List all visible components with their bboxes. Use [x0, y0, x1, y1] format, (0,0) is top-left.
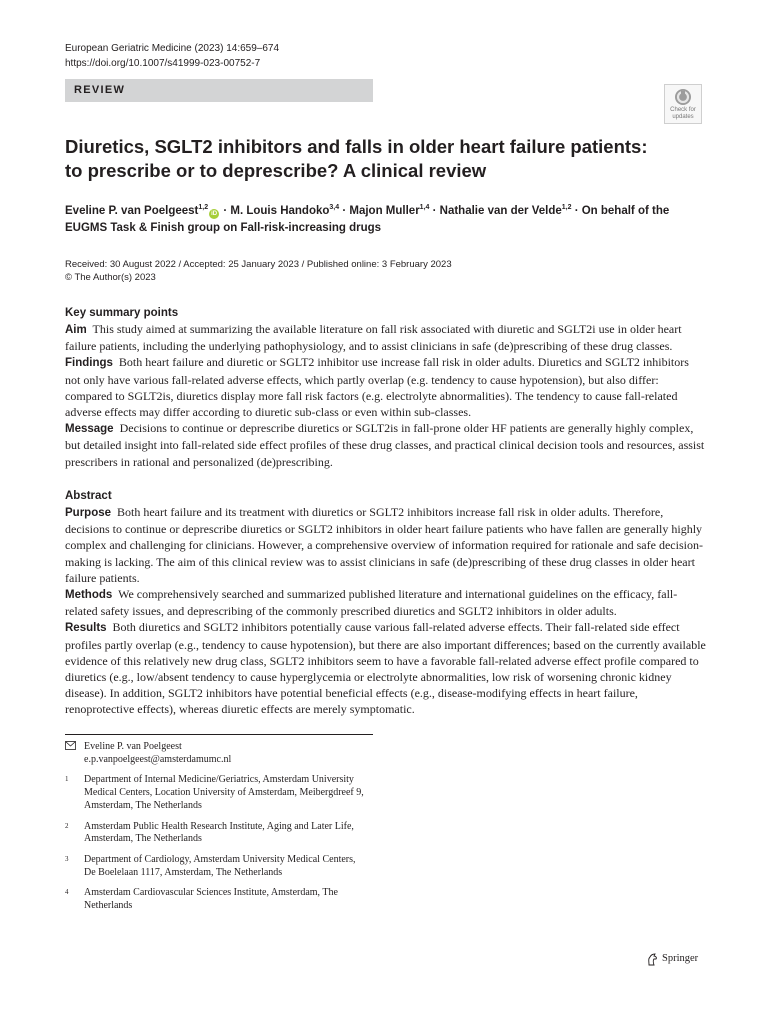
section-heading: Key summary points	[65, 307, 179, 319]
summary-aim	[65, 321, 707, 354]
summary-label: Findings	[65, 357, 113, 370]
affiliation-text: Amsterdam Cardiovascular Sciences Institute, Amsterdam, The Netherlands	[84, 887, 338, 912]
footnote-divider	[65, 734, 373, 735]
authors-suffix: · On behalf of the	[574, 205, 670, 217]
summary-text: This study aimed at summarizing the available literature on fall risk associated with diuretic and SGLT2i use in older heart failure patients, including the underlying pathophysiology, and to assist clinicians in safe (de)prescribing of these drug classes.	[65, 322, 682, 354]
abstract-results	[65, 619, 707, 717]
author-name[interactable]: Eveline P. van Poelgeest	[65, 205, 199, 217]
affiliation-number: 4	[65, 888, 69, 897]
author-name[interactable]: Nathalie van der Velde	[439, 205, 562, 217]
abstract-text: We comprehensively searched and summarized published literature and international guidelines on the efficacy, fall-related safety issues, and deprescribing of the commonly prescribed diuretics and SGLT2 inhibitors in older adults.	[65, 587, 678, 619]
abstract-text: Both heart failure and its treatment with diuretics or SGLT2 inhibitors increase fall risk in older adults. Therefore, decisions to continue or deprescribe diuretics or SGLT2 inhibitors in older heart failure patients who have fallen are generally highly complex and challenging for clinicians. However, a comprehensive overview of information required for rationale and safe decision-making is lacking. The aim of this clinical review was to assist clinicians in safe (de)prescribing of these drug classes in older heart failure patients.	[65, 505, 703, 585]
springer-horse-icon	[646, 953, 658, 966]
summary-label: Aim	[65, 324, 87, 336]
publisher-logo	[646, 952, 698, 966]
crossmark-text-2: updates	[672, 114, 694, 120]
crossmark-text-1: Check for	[670, 107, 696, 113]
affiliation-text: Amsterdam Public Health Research Institute, Aging and Later Life, Amsterdam, The Netherlands	[84, 820, 354, 845]
affiliation-number: 1	[65, 775, 69, 784]
author-affiliation-ref: 1,2	[198, 204, 209, 212]
abstract-label: Methods	[65, 589, 113, 602]
corresponding-name: Eveline P. van Poelgeest	[84, 741, 182, 752]
article-title	[65, 135, 705, 183]
author-list: Eveline P. van Poelgeest$^{1,2}$iD · M. Louis Handoko$^{3,4}$ · Majon Muller$^{1,4}$ · Nathalie van der Velde$^{1,2}$ · On behalf of the EUGMS Task & Finish group on Fall-risk-increasing drugs	[65, 203, 705, 237]
author-name[interactable]: Majon Muller	[349, 205, 420, 217]
journal-header	[65, 41, 279, 71]
author-affiliation-ref: 1,4	[419, 204, 430, 212]
publication-dates	[65, 258, 452, 284]
summary-findings	[65, 354, 707, 420]
abstract	[65, 490, 707, 718]
orcid-icon[interactable]: iD	[211, 211, 218, 217]
summary-text: Decisions to continue or deprescribe diuretics or SGLT2is in fall-prone older HF patients are generally highly complex, but detailed insight into fall-related side effect profiles of these drug classes, and practical clinical decision tools and resources, assist prescribers in rational and personalized (de)prescribing.	[65, 421, 705, 469]
title-line-1: Diuretics, SGLT2 inhibitors and falls in older heart failure patients:	[65, 136, 648, 157]
author-affiliation-ref: 1,2	[561, 204, 572, 212]
author-name[interactable]: M. Louis Handoko	[230, 205, 330, 217]
key-summary-points	[65, 307, 707, 470]
author-group: EUGMS Task & Finish group on Fall-risk-increasing drugs	[65, 222, 382, 234]
corresponding-author	[65, 741, 365, 766]
doi-link[interactable]: https://doi.org/10.1007/s41999-023-00752-7	[65, 58, 261, 69]
section-heading: Abstract	[65, 490, 112, 502]
affiliation-item	[65, 821, 365, 846]
affiliation-number: 3	[65, 854, 69, 863]
summary-text: Both heart failure and diuretic or SGLT2 inhibitor use increase fall risk in older adults. Diuretics and SGLT2 inhibitors not only have various fall-related adverse effects, which partly overlap (e.g. tendency to cause hypotension), but also differ: compared to SGLT2is, diuretics display more fall risk factors (e.g. electrolyte abnormalities). The tendency to cause fall-related adverse effects may differ according to diuretic sub-class or even within sub-classes.	[65, 355, 689, 420]
author-affiliation-ref: 3,4	[329, 204, 340, 212]
publisher-name: Springer	[662, 953, 699, 964]
envelope-icon	[65, 741, 84, 766]
crossmark-icon	[674, 88, 692, 106]
affiliation-text: Department of Cardiology, Amsterdam University Medical Centers, De Boelelaan 1117, Amsterdam, The Netherlands	[84, 853, 356, 878]
history-dates: Received: 30 August 2022 / Accepted: 25 January 2023 / Published online: 3 February 2023	[65, 259, 452, 270]
affiliation-item	[65, 774, 365, 812]
affiliation-text: Department of Internal Medicine/Geriatrics, Amsterdam University Medical Centers, Location University of Amsterdam, Meibergdreef 9, Amsterdam, The Netherlands	[84, 774, 364, 811]
affiliation-item	[65, 854, 365, 879]
article-type-banner	[65, 79, 373, 102]
abstract-purpose	[65, 504, 707, 586]
abstract-text: Both diuretics and SGLT2 inhibitors potentially cause various fall-related adverse effects. Their fall-related side effect profiles partly overlap (e.g., tendency to cause hypotension), but there are also important differences; based on the currently available evidence of this relatively new drug class, SGLT2 inhibitors seem to have a favorable fall-related adverse effect profile compared to diuretics (e.g., low/absent tendency to cause hyperglycemia or electrolyte abnormalities, low risk of worsening chronic kidney disease). In addition, SGLT2 inhibitors have potential beneficial effects (e.g., disease-modifying effects in heart failure, renoprotective effects), whereas diuretic effects are merely symptomatic.	[65, 620, 706, 717]
check-for-updates-badge[interactable]	[664, 84, 702, 124]
article-type-label: REVIEW	[74, 84, 126, 96]
title-line-2: to prescribe or to deprescribe? A clinical review	[65, 160, 487, 181]
corresponding-email[interactable]: e.p.vanpoelgeest@amsterdamumc.nl	[84, 753, 232, 765]
abstract-label: Purpose	[65, 507, 112, 519]
journal-citation: European Geriatric Medicine (2023) 14:659–674	[65, 43, 280, 54]
affiliation-number: 2	[65, 821, 69, 830]
copyright: © The Author(s) 2023	[65, 272, 156, 283]
abstract-label: Results	[65, 622, 107, 635]
summary-message	[65, 420, 707, 470]
affiliation-item	[65, 887, 365, 912]
abstract-methods	[65, 586, 707, 619]
footnotes	[65, 741, 365, 921]
summary-label: Message	[65, 423, 114, 436]
